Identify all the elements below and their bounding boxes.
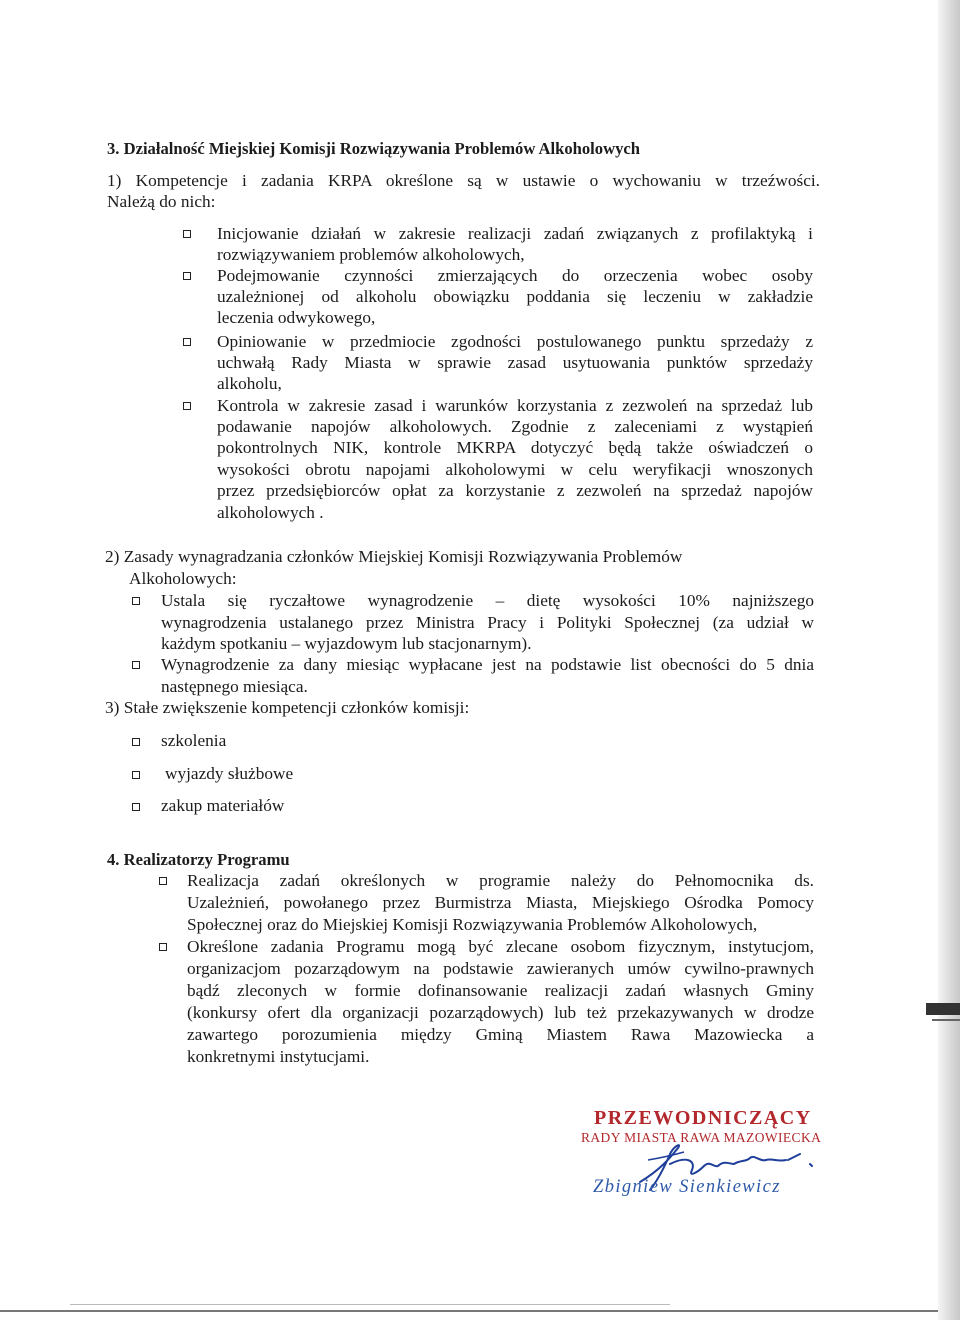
list-item-line: następnego miesiąca.	[161, 677, 308, 696]
point-3-heading: 3) Stałe zwiększenie kompetencji członków komisji:	[105, 698, 470, 717]
list-item-line: alkoholu,	[217, 374, 282, 393]
bullet-square-icon	[132, 661, 140, 669]
bullet-square-icon	[183, 230, 191, 238]
list-item-line: Inicjowanie działań w zakresie realizacji zadań związanych z profilaktyką i	[217, 224, 813, 243]
list-item-line: uchwałą Rady Miasta w sprawie zasad usytuowania punktów sprzedaży	[217, 353, 813, 372]
list-item-line: szkolenia	[161, 731, 227, 750]
list-item-line: alkoholowych .	[217, 503, 324, 522]
bullet-square-icon	[183, 402, 191, 410]
list-item-line: Określone zadania Programu mogą być zlecane osobom fizycznym, instytucjom,	[187, 937, 814, 956]
list-item-line: organizacjom pozarządowym na podstawie zawieranych umów cywilno-prawnych	[187, 959, 814, 978]
scan-page-edge	[938, 0, 960, 1320]
bullet-square-icon	[132, 771, 140, 779]
bullet-square-icon	[183, 338, 191, 346]
scan-edge-mark	[932, 1019, 960, 1021]
bullet-square-icon	[159, 943, 167, 951]
stamp-title: PRZEWODNICZĄCY	[594, 1107, 812, 1129]
bullet-square-icon	[159, 877, 167, 885]
bullet-square-icon	[183, 272, 191, 280]
scan-bottom-line	[0, 1310, 938, 1312]
bullet-square-icon	[132, 803, 140, 811]
point-2-heading: Alkoholowych:	[129, 569, 237, 588]
list-item-line: przez przedsiębiorców opłat za korzystanie z zezwoleń na sprzedaż napojów	[217, 481, 813, 500]
list-item-line: Wynagrodzenie za dany miesiąc wypłacane jest na podstawie list obecności do 5 dnia	[161, 655, 814, 674]
point-2-heading: 2) Zasady wynagradzania członków Miejskiej Komisji Rozwiązywania Problemów	[105, 547, 683, 566]
bullet-square-icon	[132, 597, 140, 605]
list-item-line: konkretnymi instytucjami.	[187, 1047, 370, 1066]
bullet-square-icon	[132, 738, 140, 746]
section3-intro: Należą do nich:	[107, 192, 216, 211]
section3-heading: 3. Działalność Miejskiej Komisji Rozwiązywania Problemów Alkoholowych	[107, 139, 640, 158]
stamp-name: Zbigniew Sienkiewicz	[593, 1177, 781, 1197]
scan-edge-mark	[926, 1003, 960, 1015]
list-item-line: podawanie napojów alkoholowych. Zgodnie z zaleceniami z wystąpień	[217, 417, 813, 436]
list-item-line: bądź zleconych w formie dofinansowanie realizacji zadań własnych Gminy	[187, 981, 814, 1000]
list-item-line: (konkursy ofert dla organizacji pozarządowych) lub też przekazywanych w drodze	[187, 1003, 814, 1022]
list-item-line: Społecznej oraz do Miejskiej Komisji Rozwiązywania Problemów Alkoholowych,	[187, 915, 758, 934]
list-item-line: leczenia odwykowego,	[217, 308, 376, 327]
list-item-line: Opiniowanie w przedmiocie zgodności postulowanego punktu sprzedaży z	[217, 332, 813, 351]
section3-intro: 1) Kompetencje i zadania KRPA określone są w ustawie o wychowaniu w trzeźwości.	[107, 171, 820, 190]
list-item-line: wyjazdy służbowe	[165, 764, 294, 783]
list-item-line: Ustala się ryczałtowe wynagrodzenie – dietę wysokości 10% najniższego	[161, 591, 814, 610]
list-item-line: Realizacja zadań określonych w programie należy do Pełnomocnika ds.	[187, 871, 814, 890]
list-item-line: każdym spotkaniu – wyjazdowym lub stacjonarnym).	[161, 634, 532, 653]
list-item-line: pokontrolnych NIK, kontrole MKRPA dotyczyć będą także oświadczeń o	[217, 438, 813, 457]
list-item-line: zawartego porozumienia między Gminą Miastem Rawa Mazowiecka a	[187, 1025, 814, 1044]
list-item-line: uzależnionej od alkoholu obowiązku poddania się leczeniu w zakładzie	[217, 287, 813, 306]
stamp-organization: RADY MIASTA RAWA MAZOWIECKA	[581, 1130, 822, 1145]
list-item-line: Podejmowanie czynności zmierzających do orzeczenia wobec osoby	[217, 266, 813, 285]
list-item-line: zakup materiałów	[161, 796, 285, 815]
list-item-line: Kontrola w zakresie zasad i warunków korzystania z zezwoleń na sprzedaż lub	[217, 396, 813, 415]
section4-heading: 4. Realizatorzy Programu	[107, 850, 290, 869]
list-item-line: rozwiązywaniem problemów alkoholowych,	[217, 245, 525, 264]
scan-bottom-line	[70, 1304, 670, 1305]
list-item-line: wynagrodzenia ustalanego przez Ministra Pracy i Polityki Społecznej (za udział w	[161, 613, 814, 632]
list-item-line: wysokości obrotu napojami alkoholowymi w celu weryfikacji wnoszonych	[217, 460, 813, 479]
list-item-line: Uzależnień, powołanego przez Burmistrza Miasta, Miejskiego Ośrodka Pomocy	[187, 893, 814, 912]
